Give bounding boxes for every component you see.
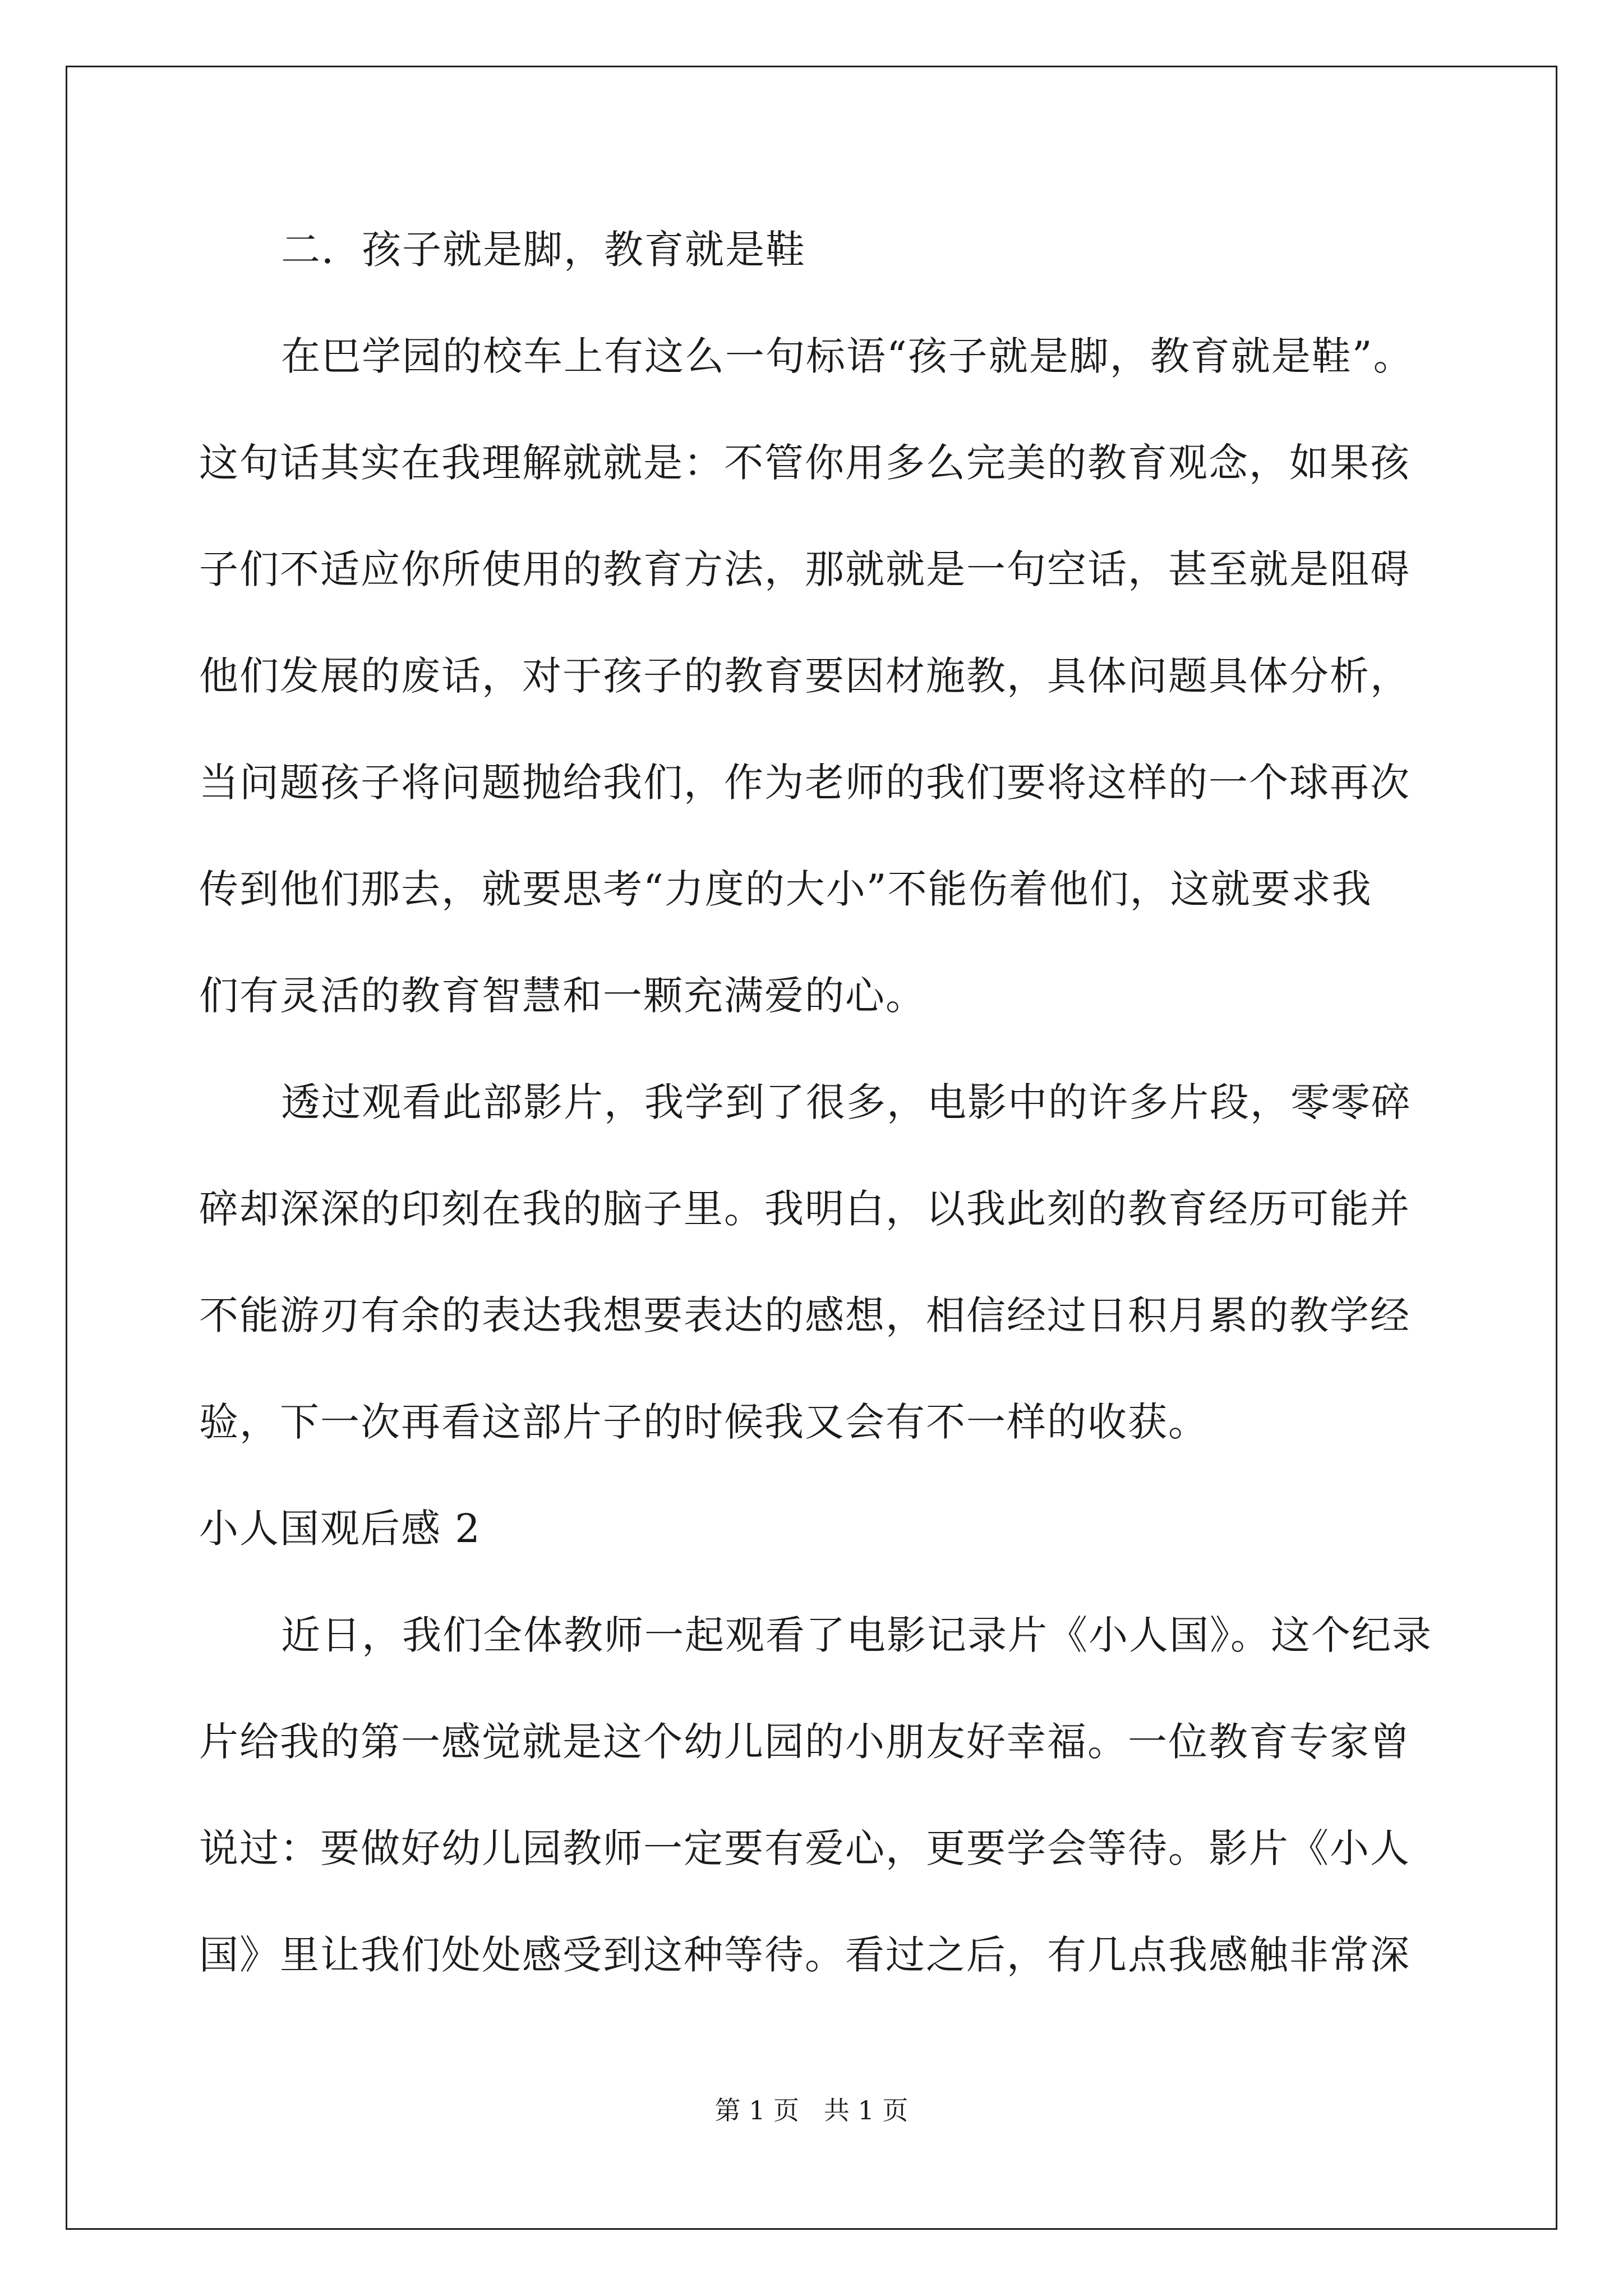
paragraph-line: 在巴学园的校车上有这么一句标语“孩子就是脚，教育就是鞋”。 — [281, 333, 1414, 379]
page-border — [66, 66, 1557, 2230]
paragraph-line: 片给我的第一感觉就是这个幼儿园的小朋友好幸福。一位教育专家曾 — [199, 1719, 1410, 1765]
paragraph-line: 透过观看此部影片，我学到了很多，电影中的许多片段，零零碎 — [281, 1079, 1412, 1125]
paragraph-line: 验，下一次再看这部片子的时候我又会有不一样的收获。 — [199, 1399, 1209, 1445]
page-number-footer: 第 1 页 共 1 页 — [714, 2095, 909, 2125]
paragraph-line: 子们不适应你所使用的教育方法，那就就是一句空话，甚至就是阻碍 — [199, 546, 1410, 592]
paragraph-line: 他们发展的废话，对于孩子的教育要因材施教，具体问题具体分析， — [199, 653, 1410, 699]
paragraph-line: 说过：要做好幼儿园教师一定要有爱心，更要学会等待。影片《小人 — [199, 1825, 1410, 1871]
section-heading: 二．孩子就是脚，教育就是鞋 — [281, 227, 806, 273]
paragraph-line: 当问题孩子将问题抛给我们，作为老师的我们要将这样的一个球再次 — [199, 760, 1410, 806]
paragraph-line: 不能游刃有余的表达我想要表达的感想，相信经过日积月累的教学经 — [199, 1292, 1410, 1338]
paragraph-line: 们有灵活的教育智慧和一颗充满爱的心。 — [199, 973, 926, 1019]
article-title: 小人国观后感 2 — [199, 1506, 481, 1552]
paragraph-line: 这句话其实在我理解就就是：不管你用多么完美的教育观念，如果孩 — [199, 440, 1410, 486]
paragraph-line: 近日，我们全体教师一起观看了电影记录片《小人国》。这个纪录 — [281, 1612, 1432, 1658]
paragraph-line: 国》里让我们处处感受到这种等待。看过之后，有几点我感触非常深 — [199, 1932, 1410, 1978]
paragraph-line: 碎却深深的印刻在我的脑子里。我明白，以我此刻的教育经历可能并 — [199, 1186, 1410, 1232]
paragraph-line: 传到他们那去，就要思考“力度的大小”不能伤着他们，这就要求我 — [199, 866, 1372, 912]
